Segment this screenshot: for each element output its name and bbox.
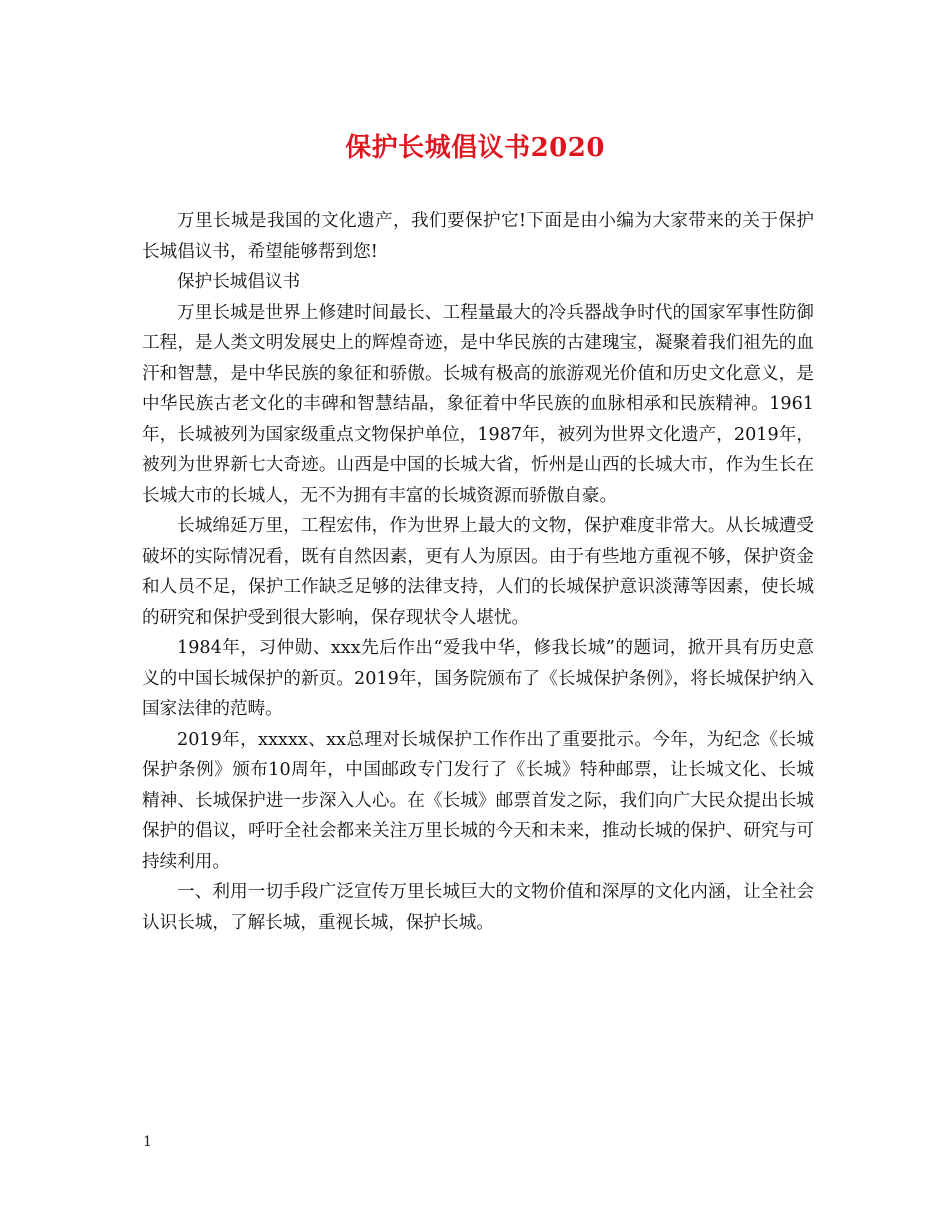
body-paragraph-1: 万里长城是世界上修建时间最长、工程量最大的冷兵器战争时代的国家军事性防御工程，是人类文明发展史上的辉煌奇迹，是中华民族的古建瑰宝，凝聚着我们祖先的血汗和智慧，是中华民族的象征和骄傲。长城有极高的旅游观光价值和历史文化意义，是中华民族古老文化的丰碑和智慧结晶，象征着中华民族的血脉相承和民族精神。1961年，长城被列为国家级重点文物保护单位，1987年，被列为世界文化遗产，2019年，被列为世界新七大奇迹。山西是中国的长城大省，忻州是山西的长城大市，作为生长在长城大市的长城人，无不为拥有丰富的长城资源而骄傲自豪。	[142, 302, 814, 506]
page-title: 保护长城倡议书2020	[345, 133, 605, 163]
page-number: 1	[143, 1134, 152, 1150]
body-paragraph-4: 2019年，xxxxx、xx总理对长城保护工作作出了重要批示。今年，为纪念《长城保护条例》颁布10周年，中国邮政专门发行了《长城》特种邮票，让长城文化、长城精神、长城保护进一步深入人心。在《长城》邮票首发之际，我们向广大民众提出长城保护的倡议，呼吁全社会都来关注万里长城的今天和未来，推动长城的保护、研究与可持续利用。	[142, 729, 814, 872]
section-heading: 保护长城倡议书	[177, 272, 301, 292]
document-body	[142, 206, 814, 938]
body-paragraph-2: 长城绵延万里，工程宏伟，作为世界上最大的文物，保护难度非常大。从长城遭受破坏的实际情况看，既有自然因素，更有人为原因。由于有些地方重视不够，保护资金和人员不足，保护工作缺乏足够的法律支持，人们的长城保护意识淡薄等因素，使长城的研究和保护受到很大影响，保存现状令人堪忧。	[142, 516, 814, 628]
body-paragraph-3: 1984年，习仲勋、xxx先后作出“爱我中华，修我长城”的题词，掀开具有历史意义的中国长城保护的新页。2019年，国务院颁布了《长城保护条例》，将长城保护纳入国家法律的范畴。	[142, 638, 814, 719]
body-paragraph-5: 一、利用一切手段广泛宣传万里长城巨大的文物价值和深厚的文化内涵，让全社会认识长城，了解长城，重视长城，保护长城。	[142, 882, 814, 933]
intro-paragraph: 万里长城是我国的文化遗产，我们要保护它!下面是由小编为大家带来的关于保护长城倡议书，希望能够帮到您!	[142, 211, 814, 262]
